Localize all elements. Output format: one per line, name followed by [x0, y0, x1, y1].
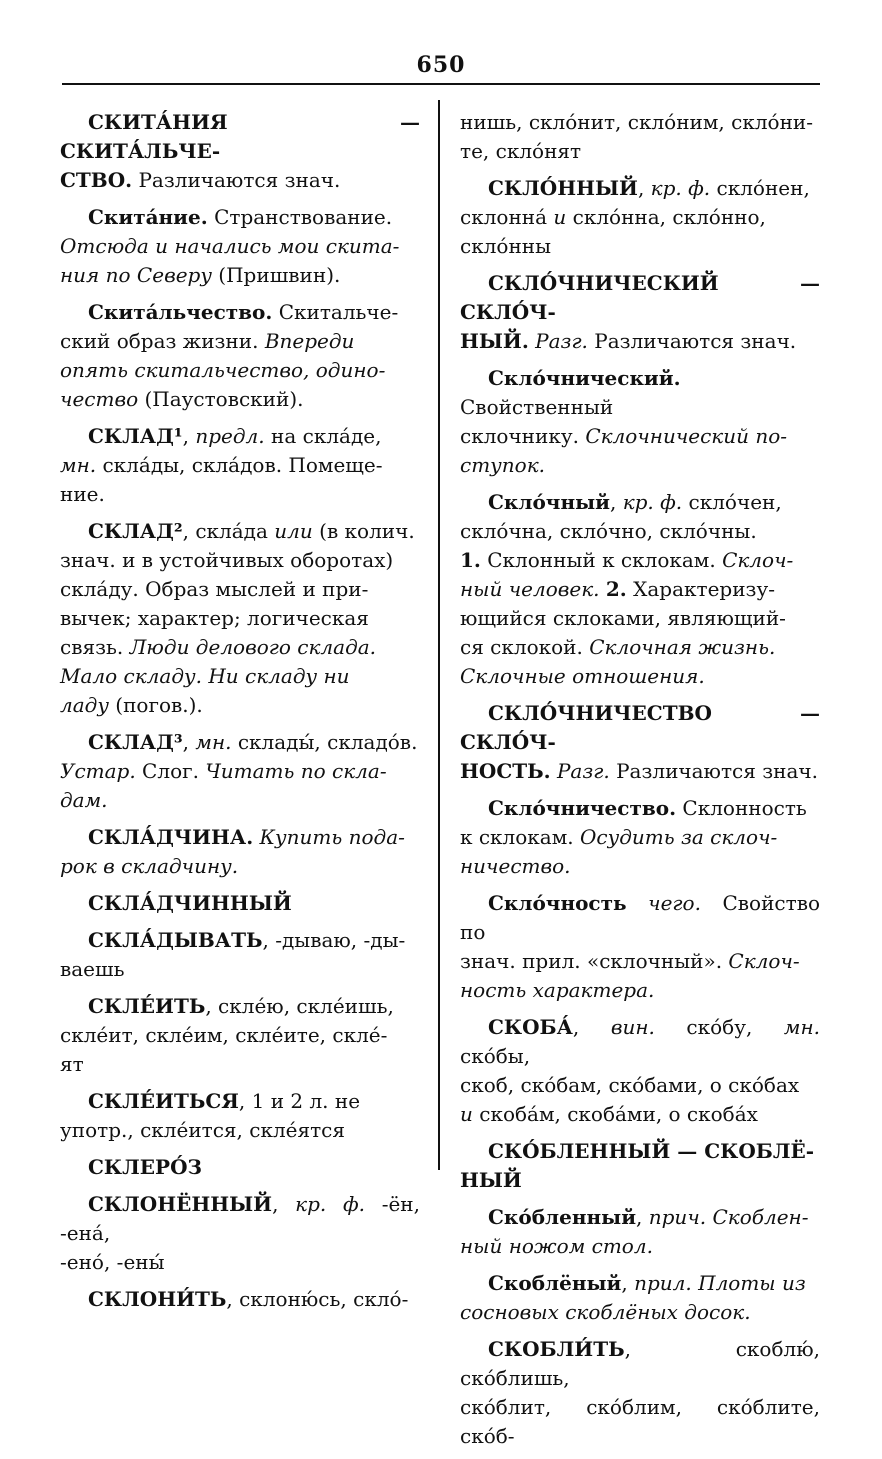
headword: 2. — [605, 577, 627, 601]
italic-text: мн. — [783, 1015, 821, 1039]
headword: СКЛА́ДЧИНА. — [88, 825, 254, 849]
headword: СКЛАД² — [88, 519, 183, 543]
headword: СКЛО́ЧНИЧЕСКИЙ — СКЛО́Ч- НЫЙ. — [460, 271, 820, 353]
italic-text: Люди делового склада. Мало складу. Ни складу ни ладу — [60, 635, 377, 717]
dictionary-entry — [460, 699, 820, 786]
italic-text: или — [274, 519, 313, 543]
entry-text: -ён, -ена́, -ено́, -ены́ — [60, 1192, 420, 1274]
headword: СКОБА́ — [488, 1015, 573, 1039]
dictionary-entry — [60, 517, 420, 720]
entry-text: , — [182, 424, 196, 448]
dictionary-entry — [460, 1137, 820, 1195]
italic-text: Читать по скла- дам. — [60, 759, 387, 812]
headword: СКЛОНИ́ТЬ — [88, 1287, 227, 1311]
headword: Ско́бленный — [488, 1205, 637, 1229]
entry-text: , — [272, 1192, 296, 1216]
headword: СКЛЕРО́З — [88, 1155, 202, 1179]
dictionary-entry — [460, 889, 820, 1005]
headword: СКЛА́ДЧИННЫЙ — [88, 891, 292, 915]
entry-text: Странствование. — [214, 205, 393, 229]
entry-text: (Паустовский). — [138, 387, 304, 411]
headword: СКЛО́ННЫЙ — [488, 176, 638, 200]
headword: СКИТА́НИЯ — СКИТА́ЛЬЧЕ- СТВО. — [60, 110, 420, 192]
column-divider — [438, 100, 440, 1170]
entry-text: ско́бы, скоб, ско́бам, ско́бами, о ско́бах — [460, 1044, 800, 1097]
headword: СКЛЕ́ИТЬ — [88, 994, 206, 1018]
headword: СКЛОНЁННЫЙ — [88, 1192, 273, 1216]
dictionary-entry — [60, 422, 420, 509]
headword: Скло́чнический. — [488, 366, 681, 390]
italic-text: Купить пода- рок в складчину. — [60, 825, 405, 878]
entry-text: , -дываю, -ды- ваешь — [60, 928, 406, 981]
italic-text: Склочнический по- ступок. — [460, 424, 788, 477]
italic-text: Склоч- ный человек. — [460, 548, 794, 601]
dictionary-entry — [60, 728, 420, 815]
entry-text: Склонный к склокам. — [480, 548, 723, 572]
dictionary-entry — [460, 1335, 820, 1451]
entry-text: Характеризу- ющийся склоками, являющий- ся склокой. — [460, 577, 786, 659]
entry-text — [627, 891, 649, 915]
dictionary-entry — [60, 889, 420, 918]
dictionary-entry — [60, 298, 420, 414]
dictionary-entry — [460, 1203, 820, 1261]
entry-text: нишь, скло́нит, скло́ним, скло́ни- те, скло́нят — [460, 110, 813, 163]
entry-text: , — [609, 490, 623, 514]
headword: Скло́чный — [488, 490, 610, 514]
entry-text: , скоблю́, ско́блишь, ско́блит, ско́блим, ско́блите, ско́б- — [460, 1337, 820, 1448]
headword: СКО́БЛЕННЫЙ — СКОБЛЁ- НЫЙ — [460, 1139, 815, 1192]
italic-text: и — [460, 1102, 473, 1126]
italic-text: прил. Плоты из сосновых скоблёных досок. — [460, 1271, 806, 1324]
headword: Скоблёный — [488, 1271, 622, 1295]
dictionary-entry — [60, 203, 420, 290]
headword: Скита́ние. — [88, 205, 208, 229]
entry-text: , — [182, 730, 196, 754]
italic-text: вин. — [610, 1015, 655, 1039]
entry-text: ско́бу, — [654, 1015, 784, 1039]
italic-text: кр. ф. — [622, 490, 683, 514]
entry-text: (Пришвин). — [211, 263, 341, 287]
entry-text: (погов.). — [108, 693, 203, 717]
entry-text: , склоню́сь, скло́- — [226, 1287, 409, 1311]
dictionary-entry — [460, 1269, 820, 1327]
dictionary-entry — [60, 926, 420, 984]
right-column — [460, 108, 820, 1459]
dictionary-entry — [60, 1087, 420, 1145]
entry-text: Различаются знач. — [609, 759, 818, 783]
entry-text: Свойственный склочнику. — [460, 395, 614, 448]
italic-text: чего. — [648, 891, 701, 915]
entry-text: скоба́м, скоба́ми, о скоба́х — [472, 1102, 758, 1126]
entry-text: , скла́да — [182, 519, 275, 543]
italic-text: мн. — [195, 730, 232, 754]
entry-text: склады́, складо́в. — [237, 730, 418, 754]
dictionary-entry — [60, 1190, 420, 1277]
headword: СКОБЛИ́ТЬ — [488, 1337, 625, 1361]
italic-text: предл. — [195, 424, 265, 448]
italic-text: кр. ф. — [295, 1192, 365, 1216]
left-column — [60, 108, 420, 1322]
dictionary-entry — [60, 823, 420, 881]
italic-text: Устар. — [60, 759, 136, 783]
italic-text: и — [553, 205, 567, 229]
entry-text: скло́нна, скло́нно, скло́нны — [460, 205, 766, 258]
entry-text: Различаются знач. — [587, 329, 797, 353]
headword: Скло́чничество. — [488, 796, 677, 820]
entry-text: , — [572, 1015, 611, 1039]
entry-text: Различаются знач. — [132, 168, 341, 192]
dictionary-entry — [60, 1285, 420, 1314]
dictionary-entry — [460, 1013, 820, 1129]
page-number: 650 — [416, 52, 466, 78]
headword: СКЛАД¹ — [88, 424, 183, 448]
entry-text: Свойство по знач. прил. «склочный». — [460, 891, 820, 973]
headword: Скло́чность — [488, 891, 627, 915]
dictionary-entry — [60, 1153, 420, 1182]
italic-text: прич. Скоблен- ный ножом стол. — [460, 1205, 809, 1258]
entry-text: , — [637, 176, 651, 200]
entry-text: Слог. — [135, 759, 206, 783]
entry-text: Склонность к склокам. — [460, 796, 807, 849]
italic-text: Отсюда и начались мои скита- ния по Северу — [60, 234, 400, 287]
entry-text: скло́нен, склонна́ — [460, 176, 810, 229]
italic-text: Осудить за склоч- ничество. — [460, 825, 778, 878]
headword: СКЛА́ДЫВАТЬ — [88, 928, 263, 952]
italic-text: кр. ф. — [650, 176, 711, 200]
entry-text: Скитальче- ский образ жизни. — [60, 300, 399, 353]
header-rule — [62, 83, 820, 85]
italic-text: Склочная жизнь. Склочные отношения. — [460, 635, 776, 688]
headword: Скита́льчество. — [88, 300, 273, 324]
italic-text: Впереди опять скитальчество, одино- чество — [60, 329, 386, 411]
entry-text: , — [636, 1205, 649, 1229]
dictionary-entry — [460, 174, 820, 261]
entry-text: (в колич. знач. и в устойчивых оборотах) скла́ду. Образ мыслей и при- вычек; характер; логическая связь. — [60, 519, 415, 659]
dictionary-entry — [60, 992, 420, 1079]
headword: СКЛО́ЧНИЧЕСТВО — СКЛО́Ч- НОСТЬ. — [460, 701, 820, 783]
dictionary-entry — [460, 108, 820, 166]
italic-text: Разг. — [535, 329, 588, 353]
entry-text: , 1 и 2 л. не употр., скле́ится, скле́ятся — [60, 1089, 361, 1142]
dictionary-entry — [460, 269, 820, 356]
italic-text: Склоч- ность характера. — [460, 949, 800, 1002]
italic-text: Разг. — [556, 759, 610, 783]
headword: СКЛЕ́ИТЬСЯ — [88, 1089, 239, 1113]
dictionary-entry — [460, 794, 820, 881]
dictionary-entry — [460, 364, 820, 480]
entry-text: скло́чен, скло́чна, скло́чно, скло́чны. — [460, 490, 782, 543]
entry-text: на скла́де, — [271, 424, 382, 448]
entry-text: скла́ды, скла́дов. Помеще- ние. — [60, 453, 383, 506]
dictionary-entry — [460, 488, 820, 691]
dictionary-entry — [60, 108, 420, 195]
italic-text: мн. — [60, 453, 97, 477]
headword: 1. — [460, 548, 481, 572]
headword: СКЛАД³ — [88, 730, 183, 754]
entry-text: , скле́ю, скле́ишь, скле́ит, скле́им, скле́ите, скле́- ят — [60, 994, 394, 1076]
entry-text: , — [621, 1271, 635, 1295]
